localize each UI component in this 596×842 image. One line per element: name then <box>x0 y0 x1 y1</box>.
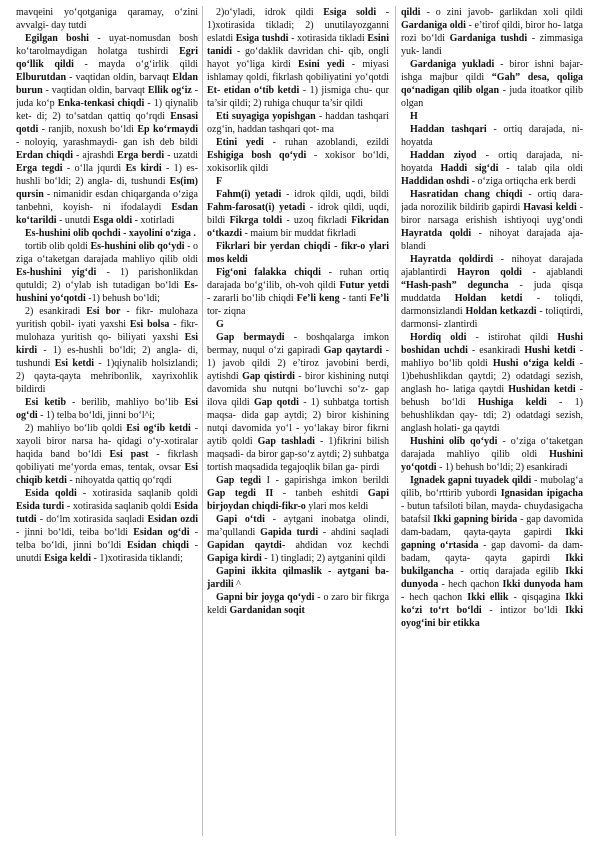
column-divider <box>202 6 203 836</box>
section-letter <box>401 110 583 123</box>
entry-headword: Esi chiqib ketdi <box>16 462 198 486</box>
dictionary-entry <box>401 331 583 435</box>
dictionary-entry <box>207 565 389 591</box>
entry-headword: Gapni bir joyga qo‘ydi <box>216 592 315 603</box>
dictionary-entry <box>401 253 583 331</box>
entry-definition: - ranjib, noxush bo‘ldi <box>38 124 138 135</box>
entry-headword: Esi ketib <box>25 397 67 408</box>
entry-headword: Ignadek gapni tuyadek qildi <box>410 475 532 486</box>
entry-headword: Esi ketdi <box>54 358 95 369</box>
entry-headword: Hasratidan chang chiqdi <box>410 189 523 200</box>
entry-headword: Hayratda qoldirdi <box>410 254 494 265</box>
entry-definition: - unutdi <box>56 215 93 226</box>
dictionary-entry <box>207 591 389 617</box>
entry-definition: - nihoyatda qattiq qo‘rqdi <box>66 475 172 486</box>
entry-headword: Es-hushini yig‘di <box>16 267 97 278</box>
entry-headword: Es(im) qursin <box>16 176 198 200</box>
entry-definition: - ajrashdi <box>72 150 118 161</box>
entry-headword: Esi kirdi <box>16 332 198 356</box>
entry-definition: - mayda o‘g‘irlik qildi <box>73 59 198 70</box>
entry-headword: Gapini ikkita qilmaslik - aytgani ba- jardili <box>207 566 389 590</box>
entry-definition: - biror narsaga erishish ishtiyoqi uyg‘ondi <box>401 202 583 226</box>
entry-definition: - xotirasida saqlanib qoldi <box>76 488 198 499</box>
entry-headword: Esini tanidi <box>207 33 389 57</box>
entry-definition: - biror kishining nutqi davomida shu nutqni bo‘luvchi so‘z- gap ilova qildi <box>207 371 389 408</box>
entry-definition: mavqeini yo‘qotganiga qaramay, o‘zini avvalgi- day tutdi <box>16 7 198 31</box>
entry-definition: - o zini javob- garlikdan xoli qildi <box>420 7 583 18</box>
entry-definition: - juda ko‘p <box>16 85 198 109</box>
entry-definition: - butun tafsiloti bilan, mayda- chuydasigacha batafsil <box>401 501 583 525</box>
entry-definition: - ortiq darajada, ni- hoyatda <box>401 150 583 174</box>
entry-headword: Eldan burun <box>16 72 198 96</box>
entry-definition: - unutdi <box>16 540 198 564</box>
entry-headword: Fikrga toldi <box>229 215 283 226</box>
text-column-2 <box>207 6 389 836</box>
entry-definition: - telba bo‘ldi, jinni bo‘ldi <box>16 527 198 551</box>
entry-headword: H <box>410 111 418 122</box>
dictionary-entry <box>16 6 198 32</box>
entry-headword: Gap qaytardi <box>323 345 383 356</box>
entry-headword: Ikki dunyoda ham <box>502 579 583 590</box>
entry-definition: - gap davomida dam-badam, qayta-qayta gapirdi <box>401 514 583 538</box>
entry-definition: - istirohat qildi <box>466 332 558 343</box>
entry-headword: F <box>216 176 223 187</box>
entry-definition: - 1) telba bo‘ldi, jinni bo‘l^i; <box>37 410 155 421</box>
entry-headword: Esiga soldi <box>323 7 377 18</box>
entry-headword: “Gah” desa, qoliga qo‘nadigan qilib olgan <box>401 72 583 96</box>
dictionary-entry <box>401 123 583 149</box>
entry-definition: - aytgani inobatga olindi, ma’qullandi <box>207 514 389 538</box>
entry-headword: Haddan ziyod <box>410 150 477 161</box>
entry-definition: - o‘lla jqurdi <box>62 163 126 174</box>
entry-definition: 2) mahliyo bo‘lib qoldi <box>25 423 127 434</box>
entry-headword: Holdan ketdi <box>454 293 523 304</box>
entry-headword: Esi og‘ib ketdi <box>126 423 191 434</box>
dictionary-entry <box>401 435 583 474</box>
entry-definition: - 1) qiynalib ket- di; 2) to‘satdan qattiq qo‘rqdi <box>16 98 198 122</box>
entry-definition: - uyat-nomusdan bosh ko‘tarolmaydigan holatga tushirdi <box>16 33 198 57</box>
entry-definition: 2) esankiradi <box>25 306 87 317</box>
entry-headword: Hayron qoldi <box>457 267 522 278</box>
entry-definition: - nihoyat darajada aja- blandi <box>401 228 583 252</box>
entry-headword: Ikki bukilgancha <box>401 553 583 577</box>
entry-headword: Futur yetdi <box>339 280 389 291</box>
entry-definition: - 1) tingladi; 2) aytganini qildi <box>261 553 386 564</box>
entry-definition: - ahdini saqladi <box>318 527 389 538</box>
entry-headword: Egri qo‘llik qildi <box>16 46 198 70</box>
entry-headword: Esi bolsa <box>129 319 170 330</box>
entry-definition: - xotirladi <box>132 215 175 226</box>
entry-headword: Erdan chiqdi <box>16 150 73 161</box>
entry-headword: Es-hushini yo‘qotdi <box>16 280 198 304</box>
text-column-3 <box>401 6 583 836</box>
dictionary-entry <box>16 305 198 396</box>
entry-headword: Et- etidan o‘tib ketdi <box>207 85 300 96</box>
dictionary-entry <box>16 396 198 422</box>
entry-headword: Hushi boshidan uchdi <box>401 332 583 356</box>
entry-headword: Esiga keldi <box>44 553 92 564</box>
entry-headword: Hushini olib qo‘ydi <box>410 436 498 447</box>
entry-headword: Holdan ketkazdi <box>465 306 537 317</box>
entry-headword: Ikki oyog‘ini bir etikka <box>401 605 583 629</box>
entry-headword: Fikrlari bir yerdan chiqdi - fikr-o ylari mos keldi <box>207 241 389 265</box>
entry-definition: - zararli bo‘lib chiqdi <box>207 293 297 304</box>
entry-definition: - jinni bo‘ldi, teiba bo‘ldi <box>16 527 134 538</box>
entry-headword: Havasi keldi <box>523 202 577 213</box>
entry-definition: tor- ziqna <box>207 306 246 317</box>
entry-headword: Gardaniga yukladi <box>410 59 495 70</box>
entry-definition: - 1) behushlikdan qay- tdi; 2) odatdagi sezish, anglash holati- ga qaytdi <box>401 397 583 434</box>
entry-definition: - 1) javob qildi 2) e’tiroz javobini berdi, aytishdi <box>207 345 389 382</box>
entry-definition: - fikr-mulohaza yuritish qo- biliyati yaxshi <box>16 319 198 343</box>
entry-headword: Esidan og‘di <box>133 527 190 538</box>
entry-definition: - gap davomi- da dam-badam, qayta- qayta gapirdi <box>401 540 583 564</box>
entry-definition: - nimanidir esdan chiqarganda o‘ziga tanbehni, koyish- ni ifodalaydi <box>16 189 198 213</box>
entry-headword: Esini yedi <box>297 59 345 70</box>
entry-definition: 2)o‘yladi, idrok qildi <box>216 7 324 18</box>
entry-definition: - boshqalarga imkon bermay, nuqul o‘zi gapiradi <box>207 332 389 356</box>
entry-definition: - ruhan azoblandi, ezildi <box>263 137 389 148</box>
entry-definition: - ajablandi <box>521 267 583 278</box>
entry-definition: - berilib, mahliyo bo‘lib <box>66 397 185 408</box>
dictionary-entry <box>16 227 198 240</box>
entry-definition: - mubolag‘a qilib, bo‘rttirib yubordi <box>401 475 583 499</box>
dictionary-entry <box>401 188 583 253</box>
text-column-1 <box>16 6 198 836</box>
entry-definition: - xotirasida saqlanib qoldi <box>64 501 175 512</box>
dictionary-entry <box>16 422 198 487</box>
entry-definition: - 1)xotirasida tiklandi; <box>91 553 183 564</box>
dictionary-entry <box>207 6 389 110</box>
entry-definition: - haddan tashqari ozg‘in, haddan tashqari qot- ma <box>207 111 389 135</box>
entry-definition: - idrok qildi, uqdi, bildi <box>281 189 389 200</box>
entry-definition: - vaqtidan oldin, barvaqt <box>42 85 148 96</box>
entry-headword: Enka-tenkasi chiqdi <box>57 98 145 109</box>
dictionary-entry <box>207 136 389 175</box>
entry-headword: Hushidan ketdi <box>508 384 576 395</box>
entry-definition: - 1) jismiga chu- qur ta’sir qildi; 2) ruhiga chuqur ta’sir qildi <box>207 85 389 109</box>
entry-headword: Gap qotdi <box>254 397 299 408</box>
entry-definition: - 1) parishonlikdan qutuldi; 2) o‘ylab ish tutadigan bo‘ldi <box>16 267 198 291</box>
entry-headword: Esga oldi <box>92 215 133 226</box>
entry-definition: ^ <box>233 579 241 590</box>
entry-definition: - 1) es-hushli bo‘ldi; 2) angla- di, tushundi <box>16 345 198 369</box>
entry-definition: - tanbeh eshitdi <box>273 488 368 499</box>
dictionary-entry <box>401 58 583 110</box>
entry-definition: - ortiq darajada egilib <box>453 566 566 577</box>
dictionary-entry <box>401 6 583 58</box>
entry-definition: - ortiq dara- jada norozilik bildirib gapirdi <box>401 189 583 213</box>
entry-headword: Ikki ko‘zi to‘rt bo‘ldi <box>401 592 583 616</box>
entry-headword: Esdan ko‘tarildi <box>16 202 198 226</box>
entry-headword: Esi past <box>109 449 149 460</box>
entry-definition: - xotirasida tikladi <box>288 33 368 44</box>
entry-headword: Ikki gapning o‘rtasida <box>401 527 583 551</box>
entry-definition: - vaqtidan oldin, barvaqt <box>66 72 173 83</box>
entry-headword: Ep ko‘rmaydi <box>137 124 198 135</box>
entry-definition: - ruhan ortiq darajada bo‘g‘ilib, oh-voh qildi <box>207 267 389 291</box>
entry-definition: - o zaro bir fikrga keldi <box>207 592 389 616</box>
entry-definition: -1) behush bo‘ldi; <box>85 293 160 304</box>
entry-headword: Hushi ketdi <box>524 345 576 356</box>
entry-definition: - 1)fikrini bilish maqsadi- da biror gap-so‘z aytdi; 2) suhbatga tortish maqsadida tegajoqlik bilan ga- pirdi <box>207 436 389 473</box>
entry-definition: - noloyiq, yarashmaydi- gan ish deb bildi <box>16 137 198 148</box>
entry-headword: Haddi sig‘di <box>440 163 499 174</box>
entry-headword: Hordiq oldi <box>410 332 467 343</box>
entry-headword: Esida tutdi <box>16 501 198 525</box>
entry-headword: Etini yedi <box>216 137 264 148</box>
dictionary-entry <box>207 188 389 240</box>
entry-definition: - toliqtirdi, darmonsi- zlantirdi <box>401 306 583 330</box>
entry-headword: qildi <box>401 7 421 18</box>
entry-definition: - e’tirof qildi, biror ho- latga rozi bo‘ldi <box>401 20 583 44</box>
entry-definition: - miyasi ishlamay qoldi, fikrlash qobiliyatini yo‘qotdi <box>207 59 389 83</box>
entry-headword: Ikki ellik <box>467 592 509 603</box>
entry-headword: Gapi o‘tdi <box>216 514 265 525</box>
entry-definition: - o ziga o‘taketgan darajada mahliyo qilib oldi <box>16 241 198 265</box>
dictionary-entry <box>207 474 389 513</box>
entry-headword: Gapiga kirdi <box>207 553 262 564</box>
entry-headword: Fahm(i) yetadi <box>216 189 282 200</box>
entry-headword: Fe’li <box>369 293 389 304</box>
entry-headword: Fe’li keng <box>296 293 340 304</box>
entry-definition: - ortiq darajada, ni- hoyatda <box>401 124 583 148</box>
entry-headword: Gardaniga tushdi <box>449 33 528 44</box>
entry-headword: Gap tegdi <box>216 475 262 486</box>
entry-headword: Ignasidan ipigacha <box>500 488 583 499</box>
entry-headword: Fahm-farosat(i) yetadi <box>207 202 306 213</box>
entry-headword: Fig‘oni falakka chiqdi <box>216 267 321 278</box>
entry-definition: - intizor bo‘ldi <box>481 605 566 616</box>
entry-headword: Ellik og‘iz <box>147 85 192 96</box>
entry-headword: Gapida turdi <box>260 527 319 538</box>
entry-definition: tortib olib qoldi <box>25 241 91 252</box>
entry-definition: - zimmasiga yuk- landi <box>401 33 583 57</box>
entry-definition: - maium bir muddat fikrladi <box>242 228 357 239</box>
dictionary-entry <box>16 240 198 305</box>
entry-headword: Esi bor <box>86 306 121 317</box>
entry-definition: - fikr- mulohaza yuritish qobil- iyati yaxshi <box>16 306 198 330</box>
entry-headword: Gap qistirdi <box>242 371 295 382</box>
section-letter <box>207 175 389 188</box>
entry-definition: - o‘ziga ortiqcha erk berdi <box>469 176 577 187</box>
entry-headword: Ikki dunyoda <box>401 566 583 590</box>
entry-definition: - hech qachon <box>438 579 503 590</box>
entry-headword: Hushi o‘ziga keldi <box>492 358 575 369</box>
entry-headword: Es-hushini olib qo‘ydi <box>90 241 185 252</box>
entry-headword: Erga berdi <box>117 150 165 161</box>
entry-definition: - talab qila oldi <box>498 163 583 174</box>
entry-definition: ylari mos keldi <box>305 501 369 512</box>
entry-headword: Gapidan qaytdi- <box>207 540 286 551</box>
entry-headword: Esiga tushdi <box>235 33 289 44</box>
column-divider <box>395 6 396 836</box>
entry-definition: - 1)qiynalib holsizlandi; 2) qayta-qayta mehribonlik, xayrixohlik bildirdi <box>16 358 198 395</box>
dictionary-entry <box>207 110 389 136</box>
entry-headword: Ensasi qotdi <box>16 111 198 135</box>
entry-definition: ahdidan voz kechdi <box>285 540 389 551</box>
entry-definition: - xokisor bo‘ldi, xokisorlik qildi <box>207 150 389 174</box>
entry-headword: Haddan tashqari <box>410 124 487 135</box>
dictionary-entry <box>16 32 198 227</box>
entry-headword: Esidan ozdi <box>147 514 198 525</box>
dictionary-entry <box>401 149 583 188</box>
entry-headword: Hushiga keldi <box>477 397 547 408</box>
entry-headword: Erga tegdi <box>16 163 63 174</box>
entry-headword: Elburutdan <box>16 72 67 83</box>
entry-headword: Gap tegdi II <box>207 488 274 499</box>
section-letter <box>207 318 389 331</box>
entry-definition: - behush bo‘ldi <box>401 384 583 408</box>
entry-definition: - nihoyat darajada ajablantirdi <box>401 254 583 278</box>
entry-headword: Esida turdi <box>16 501 65 512</box>
entry-headword: Hushini yo‘qotdi <box>401 449 583 473</box>
entry-definition: - biror ishni bajar- ishga majbur qildi <box>401 59 583 83</box>
entry-headword: Gardanidan soqit <box>229 605 305 616</box>
dictionary-entry <box>16 487 198 565</box>
entry-headword: G <box>216 319 224 330</box>
entry-headword: Es kirdi <box>125 163 162 174</box>
entry-headword: Gap bermaydi <box>216 332 285 343</box>
entry-headword: Esida qoldi <box>25 488 77 499</box>
entry-headword: Hayratda qoldi <box>401 228 472 239</box>
entry-definition: - qisqagina <box>508 592 566 603</box>
entry-definition: I - gapirishga imkon berildi <box>261 475 389 486</box>
entry-headword: “Hash-pash” deguncha <box>401 280 509 291</box>
entry-definition: - xayoli biror narsa ha- qidagi o‘y-xotiralar haqida band bo‘ldi <box>16 423 198 460</box>
entry-headword: Es-hushini olib qochdi - xayolini o‘ziga . <box>25 228 196 239</box>
entry-definition: - 1)xotirasida tikladi; 2) unutilayozganni eslatdi <box>207 7 389 44</box>
dictionary-entry <box>401 474 583 630</box>
entry-headword: Haddidan oshdi <box>401 176 470 187</box>
entry-headword: Gardaniga oldi <box>401 20 466 31</box>
entry-headword: Fikridan o‘tkazdi <box>207 215 389 239</box>
entry-definition: - 1) behush bo‘ldi; 2) esankiradi <box>436 462 568 473</box>
entry-definition: - juda qisqa muddatda <box>401 280 583 304</box>
entry-definition: - esankiradi <box>467 345 525 356</box>
entry-headword: Egilgan boshi <box>25 33 89 44</box>
entry-definition: - idrok qildi, uqdi, bildi <box>207 202 389 226</box>
entry-definition: - do‘lm xotirasida saqladi <box>36 514 148 525</box>
dictionary-entry <box>207 240 389 266</box>
entry-definition: - 1)behushlikdan qaytdi; 2) odatdagi sezish, anglash ho- latiga qaytdi <box>401 358 583 395</box>
entry-headword: Gapi birjoydan chiqdi-fikr-o <box>207 488 389 512</box>
entry-headword: Esidan chiqdi <box>127 540 189 551</box>
entry-definition: - toliqdi, darmonsizlandi <box>401 293 583 317</box>
entry-definition: - o‘ziga o‘taketgan darajada mahliyo qilib oldi <box>401 436 583 460</box>
dictionary-entry <box>207 513 389 565</box>
dictionary-entry <box>207 331 389 474</box>
entry-definition: - juda itoatkor qilib olgan <box>401 85 583 109</box>
entry-headword: Eshigiga bosh qo‘ydi <box>207 150 307 161</box>
entry-definition: - fikrlash qobiliyati me‘yorda emas, tentak, ovsar <box>16 449 198 473</box>
entry-definition: - 1) es- hushli bo‘ldi; 2) angla- di, tushundi <box>16 163 198 187</box>
entry-definition: - 1) suhbatga tortish maqsa- dida gap aytdi; 2) biror kishining nutqi davomida yo‘l - yo‘lakay biror fikrni aytib qoldi <box>207 397 389 447</box>
entry-headword: Esi og‘di <box>16 397 198 421</box>
entry-definition: - mahliyo bo‘lib qoldi <box>401 345 583 369</box>
entry-headword: Gap tashladi <box>257 436 315 447</box>
entry-definition: - uzoq fikrladi <box>282 215 352 226</box>
entry-headword: Eti suyagiga yopishgan <box>216 111 316 122</box>
entry-headword: Ikki gapning birida <box>433 514 518 525</box>
entry-definition: - go‘daklik davridan chi- qib, ongli hayot yo‘liga kirdi <box>207 46 389 70</box>
entry-definition: - hech qachon <box>401 592 468 603</box>
dictionary-entry <box>207 266 389 318</box>
entry-definition: - tanti <box>339 293 370 304</box>
entry-definition: - uzatdi <box>164 150 198 161</box>
